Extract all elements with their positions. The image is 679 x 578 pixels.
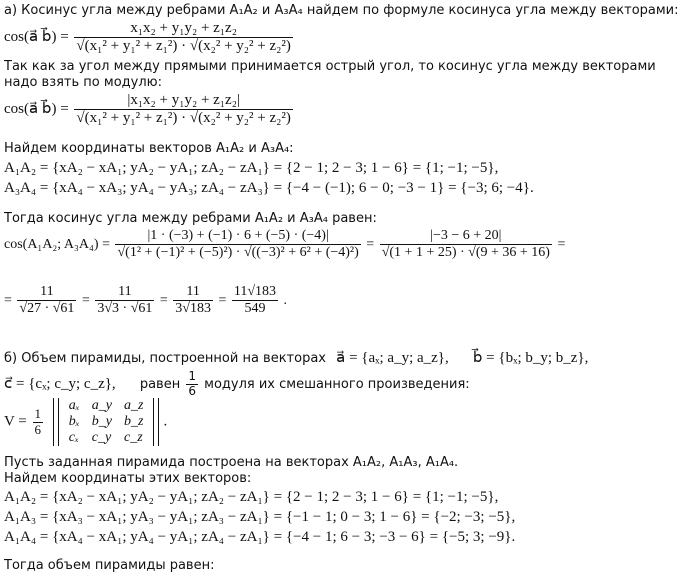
det-cell: a_y xyxy=(91,398,112,413)
formula-cos-abs xyxy=(4,92,295,128)
equals-sign: = xyxy=(218,292,227,308)
find-coords-line: Найдем координаты этих векторов: xyxy=(4,471,252,486)
vector-c-def: c⃗ = {cₓ; c_y; c_z}, xyxy=(4,375,116,392)
determinant-matrix xyxy=(58,398,155,446)
det-cell: c_y xyxy=(91,430,112,446)
numerator: 11 xyxy=(17,284,76,301)
mixed-product-determinant xyxy=(53,398,160,446)
period: . xyxy=(163,413,168,430)
formula-lhs: cos(a⃗ b⃗) = xyxy=(4,101,69,118)
denominator: √(1² + (−1)² + (−5)²) · √((−3)² + 6² + (−4)²) xyxy=(117,245,359,261)
numerator: |1 · (−3) + (−1) · 6 + (−5) · (−4)| xyxy=(115,228,360,245)
equals-sign: = xyxy=(557,236,566,252)
numerator: 11√183 xyxy=(232,284,278,301)
one-sixth-fraction xyxy=(186,370,198,399)
result-fraction-2 xyxy=(95,284,154,317)
note-line-2: надо взять по модулю: xyxy=(4,75,162,90)
part-a-intro: а) Косинус угла между ребрами A₁A₂ и A₃A₄ найдем по формуле косинуса угла между векторами: xyxy=(4,3,679,18)
part-b-line-2 xyxy=(4,370,470,399)
numerator: |−3 − 6 + 20| xyxy=(380,228,552,245)
result-fraction-3 xyxy=(173,284,213,317)
numerator: 11 xyxy=(95,284,154,301)
formula-lhs: cos(a⃗ b⃗) = xyxy=(4,29,69,46)
formula-numerator: |x₁x₂ + y₁y₂ + z₁z₂| xyxy=(74,92,292,110)
period: . xyxy=(283,292,288,308)
formula-numerator: x₁x₂ + y₁y₂ + z₁z₂ xyxy=(74,20,292,38)
formula-denominator: √(x₁² + y₁² + z₁²) · √(x₂² + y₂² + z₂²) xyxy=(76,110,291,127)
denominator: 3√183 xyxy=(175,301,211,317)
formula-fraction xyxy=(74,20,292,56)
denominator: 6 xyxy=(34,421,42,437)
one-sixth-fraction xyxy=(33,407,44,438)
formula-denominator: √(x₁² + y₁² + z₁²) · √(x₂² + y₂² + z₂²) xyxy=(76,38,291,55)
denominator: 549 xyxy=(244,301,266,317)
given-pyramid-line: Пусть заданная пирамида построена на векторах A₁A₂, A₁A₃, A₁A₄. xyxy=(4,455,459,470)
coords-heading: Найдем координаты векторов A₁A₂ и A₃A₄: xyxy=(4,141,294,156)
vector-a-def: a⃗ = {aₓ; a_y; a_z}, xyxy=(336,350,449,366)
volume-formula xyxy=(4,398,167,446)
cos-heading: Тогда косинус угла между ребрами A₁A₂ и A₃A₄ равен: xyxy=(4,211,377,226)
numerator: 11 xyxy=(173,284,213,301)
result-fraction-4 xyxy=(232,284,278,317)
module-text: модуля их смешанного произведения: xyxy=(204,376,470,392)
equals-sign: = xyxy=(366,236,375,252)
det-cell: b_z xyxy=(123,414,144,430)
volume-line: Тогда объем пирамиды равен: xyxy=(4,558,215,573)
det-cell: bₓ xyxy=(68,414,80,430)
denominator: √27 · √61 xyxy=(19,301,75,317)
denominator: 6 xyxy=(188,383,196,398)
det-cell: c_z xyxy=(123,430,143,446)
cos-calculation xyxy=(4,228,565,261)
part-b-intro xyxy=(4,350,588,367)
vector-a1a2-b: A₁A₂ = {xA₂ − xA₁; yA₂ − yA₁; zA₂ − zA₁} = {2 − 1; 2 − 3; 1 − 6} = {1; −1; −5}, xyxy=(4,489,499,505)
formula-fraction xyxy=(74,92,292,128)
equals-sign: = xyxy=(159,292,168,308)
numerator: 1 xyxy=(34,405,42,421)
volume-lhs: V = xyxy=(4,413,27,430)
note-line-1: Так как за угол между прямыми принимается острый угол, то косинус угла между векторами xyxy=(4,59,656,74)
cos-fraction-2 xyxy=(380,228,552,261)
denominator: √(1 + 1 + 25) · √(9 + 36 + 16) xyxy=(381,245,550,261)
vector-a3a4: A₃A₄ = {xA₄ − xA₃; yA₄ − yA₃; zA₄ − zA₃} = {−4 − (−1); 6 − 0; −3 − 1} = {−3; 6; −4}. xyxy=(4,180,534,196)
denominator: 3√3 · √61 xyxy=(97,301,153,317)
cos-fraction-1 xyxy=(115,228,360,261)
equals-sign: = xyxy=(4,292,12,308)
cos-lhs: cos(A₁A₂; A₃A₄) = xyxy=(4,236,110,252)
numerator: 1 xyxy=(188,369,196,383)
part-b-intro-text: б) Объем пирамиды, построенной на векторах xyxy=(4,351,326,366)
equals-sign: = xyxy=(81,292,90,308)
det-cell: b_y xyxy=(91,414,112,430)
vector-a1a4: A₁A₄ = {xA₄ − xA₁; yA₄ − yA₁; zA₄ − zA₁} = {−4 − 1; 6 − 3; −3 − 6} = {−5; 3; −9}. xyxy=(4,529,516,545)
equal-word: равен xyxy=(139,376,181,392)
det-cell: cₓ xyxy=(68,430,79,446)
vector-a1a3: A₁A₃ = {xA₃ − xA₁; yA₃ − yA₁; zA₃ − zA₁} = {−1 − 1; 0 − 3; 1 − 6} = {−2; −3; −5}, xyxy=(4,509,516,525)
det-cell: a_z xyxy=(123,398,144,413)
det-cell: aₓ xyxy=(68,398,80,413)
result-fraction-1 xyxy=(17,284,76,317)
vector-b-def: b⃗ = {bₓ; b_y; b_z}, xyxy=(472,350,589,366)
cos-result-chain xyxy=(4,284,287,317)
formula-cos-vectors xyxy=(4,20,295,56)
vector-a1a2: A₁A₂ = {xA₂ − xA₁; yA₂ − yA₁; zA₂ − zA₁} = {2 − 1; 2 − 3; 1 − 6} = {1; −1; −5}, xyxy=(4,160,499,176)
